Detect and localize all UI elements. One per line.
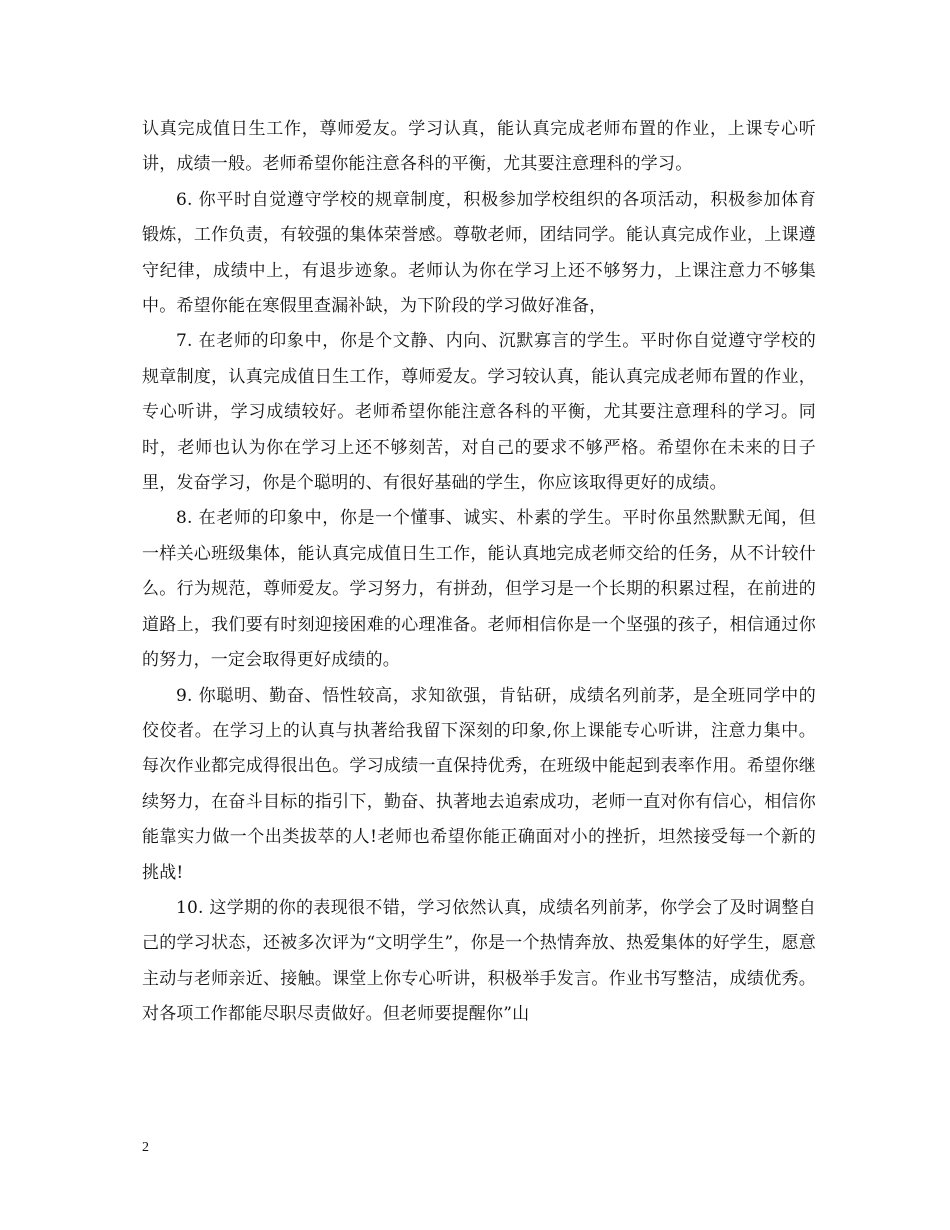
paragraph-item-6: 6. 你平时自觉遵守学校的规章制度，积极参加学校组织的各项活动，积极参加体育锻炼，工作负责，有较强的集体荣誉感。尊敬老师，团结同学。能认真完成作业，上课遵守纪律，成绩中上，有退步迹象。老师认为你在学习上还不够努力，上课注意力不够集中。希望你能在寒假里查漏补缺，为下阶段的学习做好准备，: [142, 189, 816, 317]
paragraph-continuation: 认真完成值日生工作，尊师爱友。学习认真，能认真完成老师布置的作业，上课专心听讲，成绩一般。老师希望你能注意各科的平衡，尤其要注意理科的学习。: [142, 119, 816, 175]
paragraph-item-9: 9. 你聪明、勤奋、悟性较高，求知欲强，肯钻研，成绩名列前茅，是全班同学中的佼佼者。在学习上的认真与执著给我留下深刻的印象,你上课能专心听讲，注意力集中。每次作业都完成得很出色。学习成绩一直保持优秀，在班级中能起到表率作用。希望你继续努力，在奋斗目标的指引下，勤奋、执著地去追索成功，老师一直对你有信心，相信你能靠实力做一个出类拔萃的人!老师也希望你能正确面对小的挫折，坦然接受每一个新的挑战!: [142, 685, 816, 883]
paragraph-item-8: 8. 在老师的印象中，你是一个懂事、诚实、朴素的学生。平时你虽然默默无闻，但一样关心班级集体，能认真完成值日生工作，能认真地完成老师交给的任务，从不计较什么。行为规范，尊师爱友。学习努力，有拼劲，但学习是一个长期的积累过程，在前进的道路上，我们要有时刻迎接困难的心理准备。老师相信你是一个坚强的孩子，相信通过你的努力，一定会取得更好成绩的。: [142, 508, 816, 671]
document-body: [142, 112, 816, 1033]
page-number: 2: [142, 1140, 149, 1155]
paragraph-item-7: 7. 在老师的印象中，你是个文静、内向、沉默寡言的学生。平时你自觉遵守学校的规章制度，认真完成值日生工作，尊师爱友。学习较认真，能认真完成老师布置的作业，专心听讲，学习成绩较好。老师希望你能注意各科的平衡，尤其要注意理科的学习。同时，老师也认为你在学习上还不够刻苦，对自己的要求不够严格。希望你在未来的日子里，发奋学习，你是个聪明的、有很好基础的学生，你应该取得更好的成绩。: [142, 331, 816, 494]
paragraph-item-10: 10. 这学期的你的表现很不错，学习依然认真，成绩名列前茅，你学会了及时调整自己的学习状态，还被多次评为“文明学生”，你是一个热情奔放、热爱集体的好学生，愿意主动与老师亲近、接触。课堂上你专心听讲，积极举手发言。作业书写整洁，成绩优秀。对各项工作都能尽职尽责做好。但老师要提醒你”山: [142, 897, 816, 1025]
